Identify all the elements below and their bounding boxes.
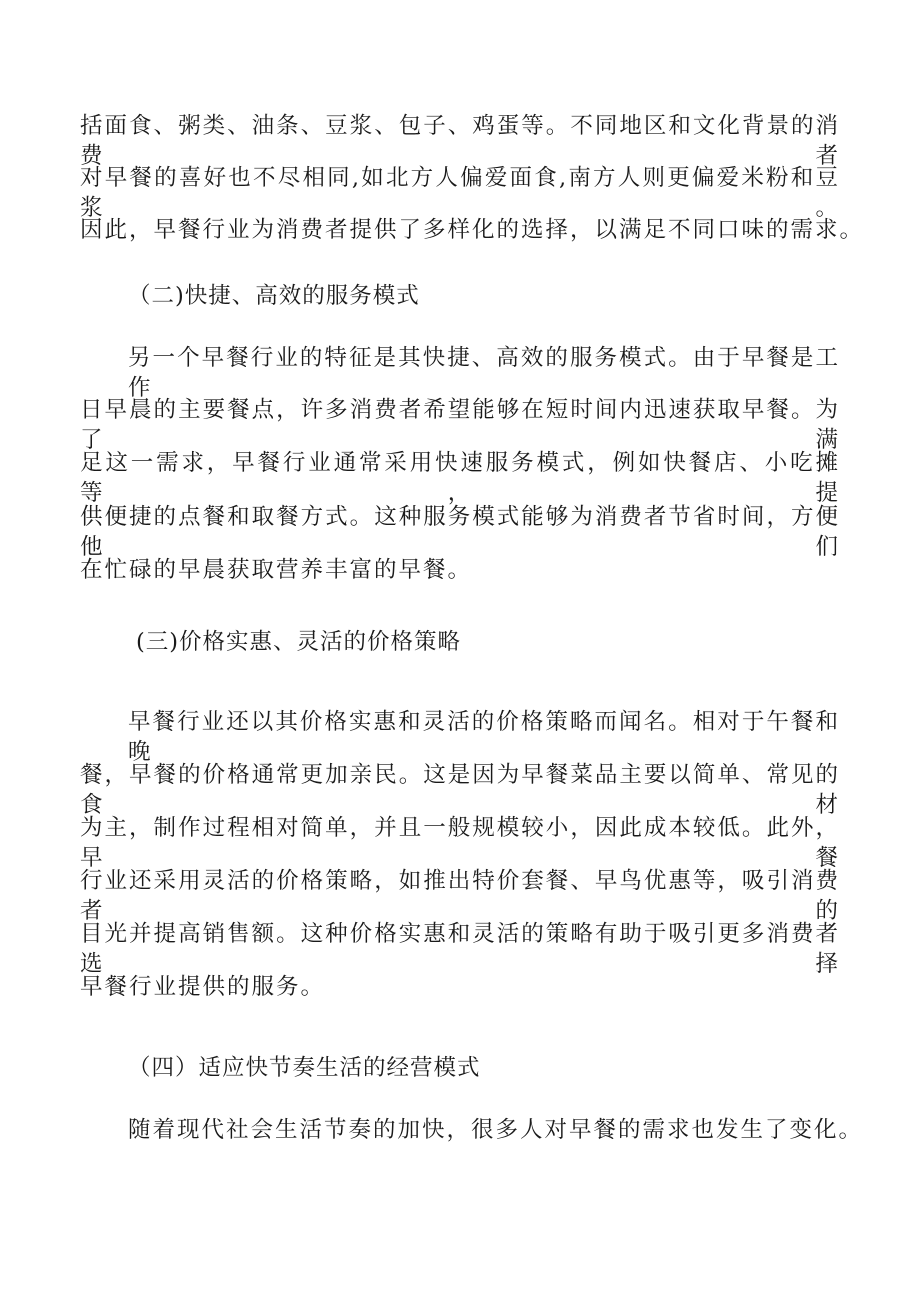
paragraph-line: 为主，制作过程相对简单，并且一般规模较小，因此成本较低。此外，早餐 — [80, 815, 840, 871]
paragraph-line: 足这一需求，早餐行业通常采用快速服务模式，例如快餐店、小吃摊等，提 — [80, 450, 840, 506]
section-heading-3: (三)价格实惠、灵活的价格策略 — [136, 629, 462, 655]
paragraph-line: 括面食、粥类、油条、豆浆、包子、鸡蛋等。不同地区和文化背景的消费者 — [80, 113, 840, 169]
paragraph-line: 另一个早餐行业的特征是其快捷、高效的服务模式。由于早餐是工作 — [128, 345, 840, 401]
section-heading-2: （二)快捷、高效的服务模式 — [128, 283, 420, 309]
paragraph-line: 早餐行业还以其价格实惠和灵活的价格策略而闻名。相对于午餐和晚 — [128, 709, 840, 765]
paragraph-line: 餐，早餐的价格通常更加亲民。这是因为早餐菜品主要以简单、常见的食材 — [80, 762, 840, 818]
paragraph-line: 目光并提高销售额。这种价格实惠和灵活的策略有助于吸引更多消费者选择 — [80, 921, 840, 977]
paragraph-line: 供便捷的点餐和取餐方式。这种服务模式能够为消费者节省时间，方便他们 — [80, 504, 840, 560]
paragraph-line: 在忙碌的早晨获取营养丰富的早餐。 — [80, 557, 473, 583]
paragraph-line: 早餐行业提供的服务。 — [80, 974, 326, 1000]
paragraph-line: 对早餐的喜好也不尽相同,如北方人偏爱面食,南方人则更偏爱米粉和豆浆。 — [80, 165, 840, 221]
paragraph-line: 日早晨的主要餐点，许多消费者希望能够在短时间内迅速获取早餐。为了满 — [80, 397, 840, 453]
paragraph-line: 因此，早餐行业为消费者提供了多样化的选择，以满足不同口味的需求。 — [80, 217, 865, 243]
paragraph-line: 行业还采用灵活的价格策略，如推出特价套餐、早鸟优惠等，吸引消费者的 — [80, 868, 840, 924]
section-heading-4: （四）适应快节奏生活的经营模式 — [128, 1055, 481, 1081]
paragraph-line: 随着现代社会生活节奏的加快，很多人对早餐的需求也发生了变化。 — [128, 1117, 864, 1143]
